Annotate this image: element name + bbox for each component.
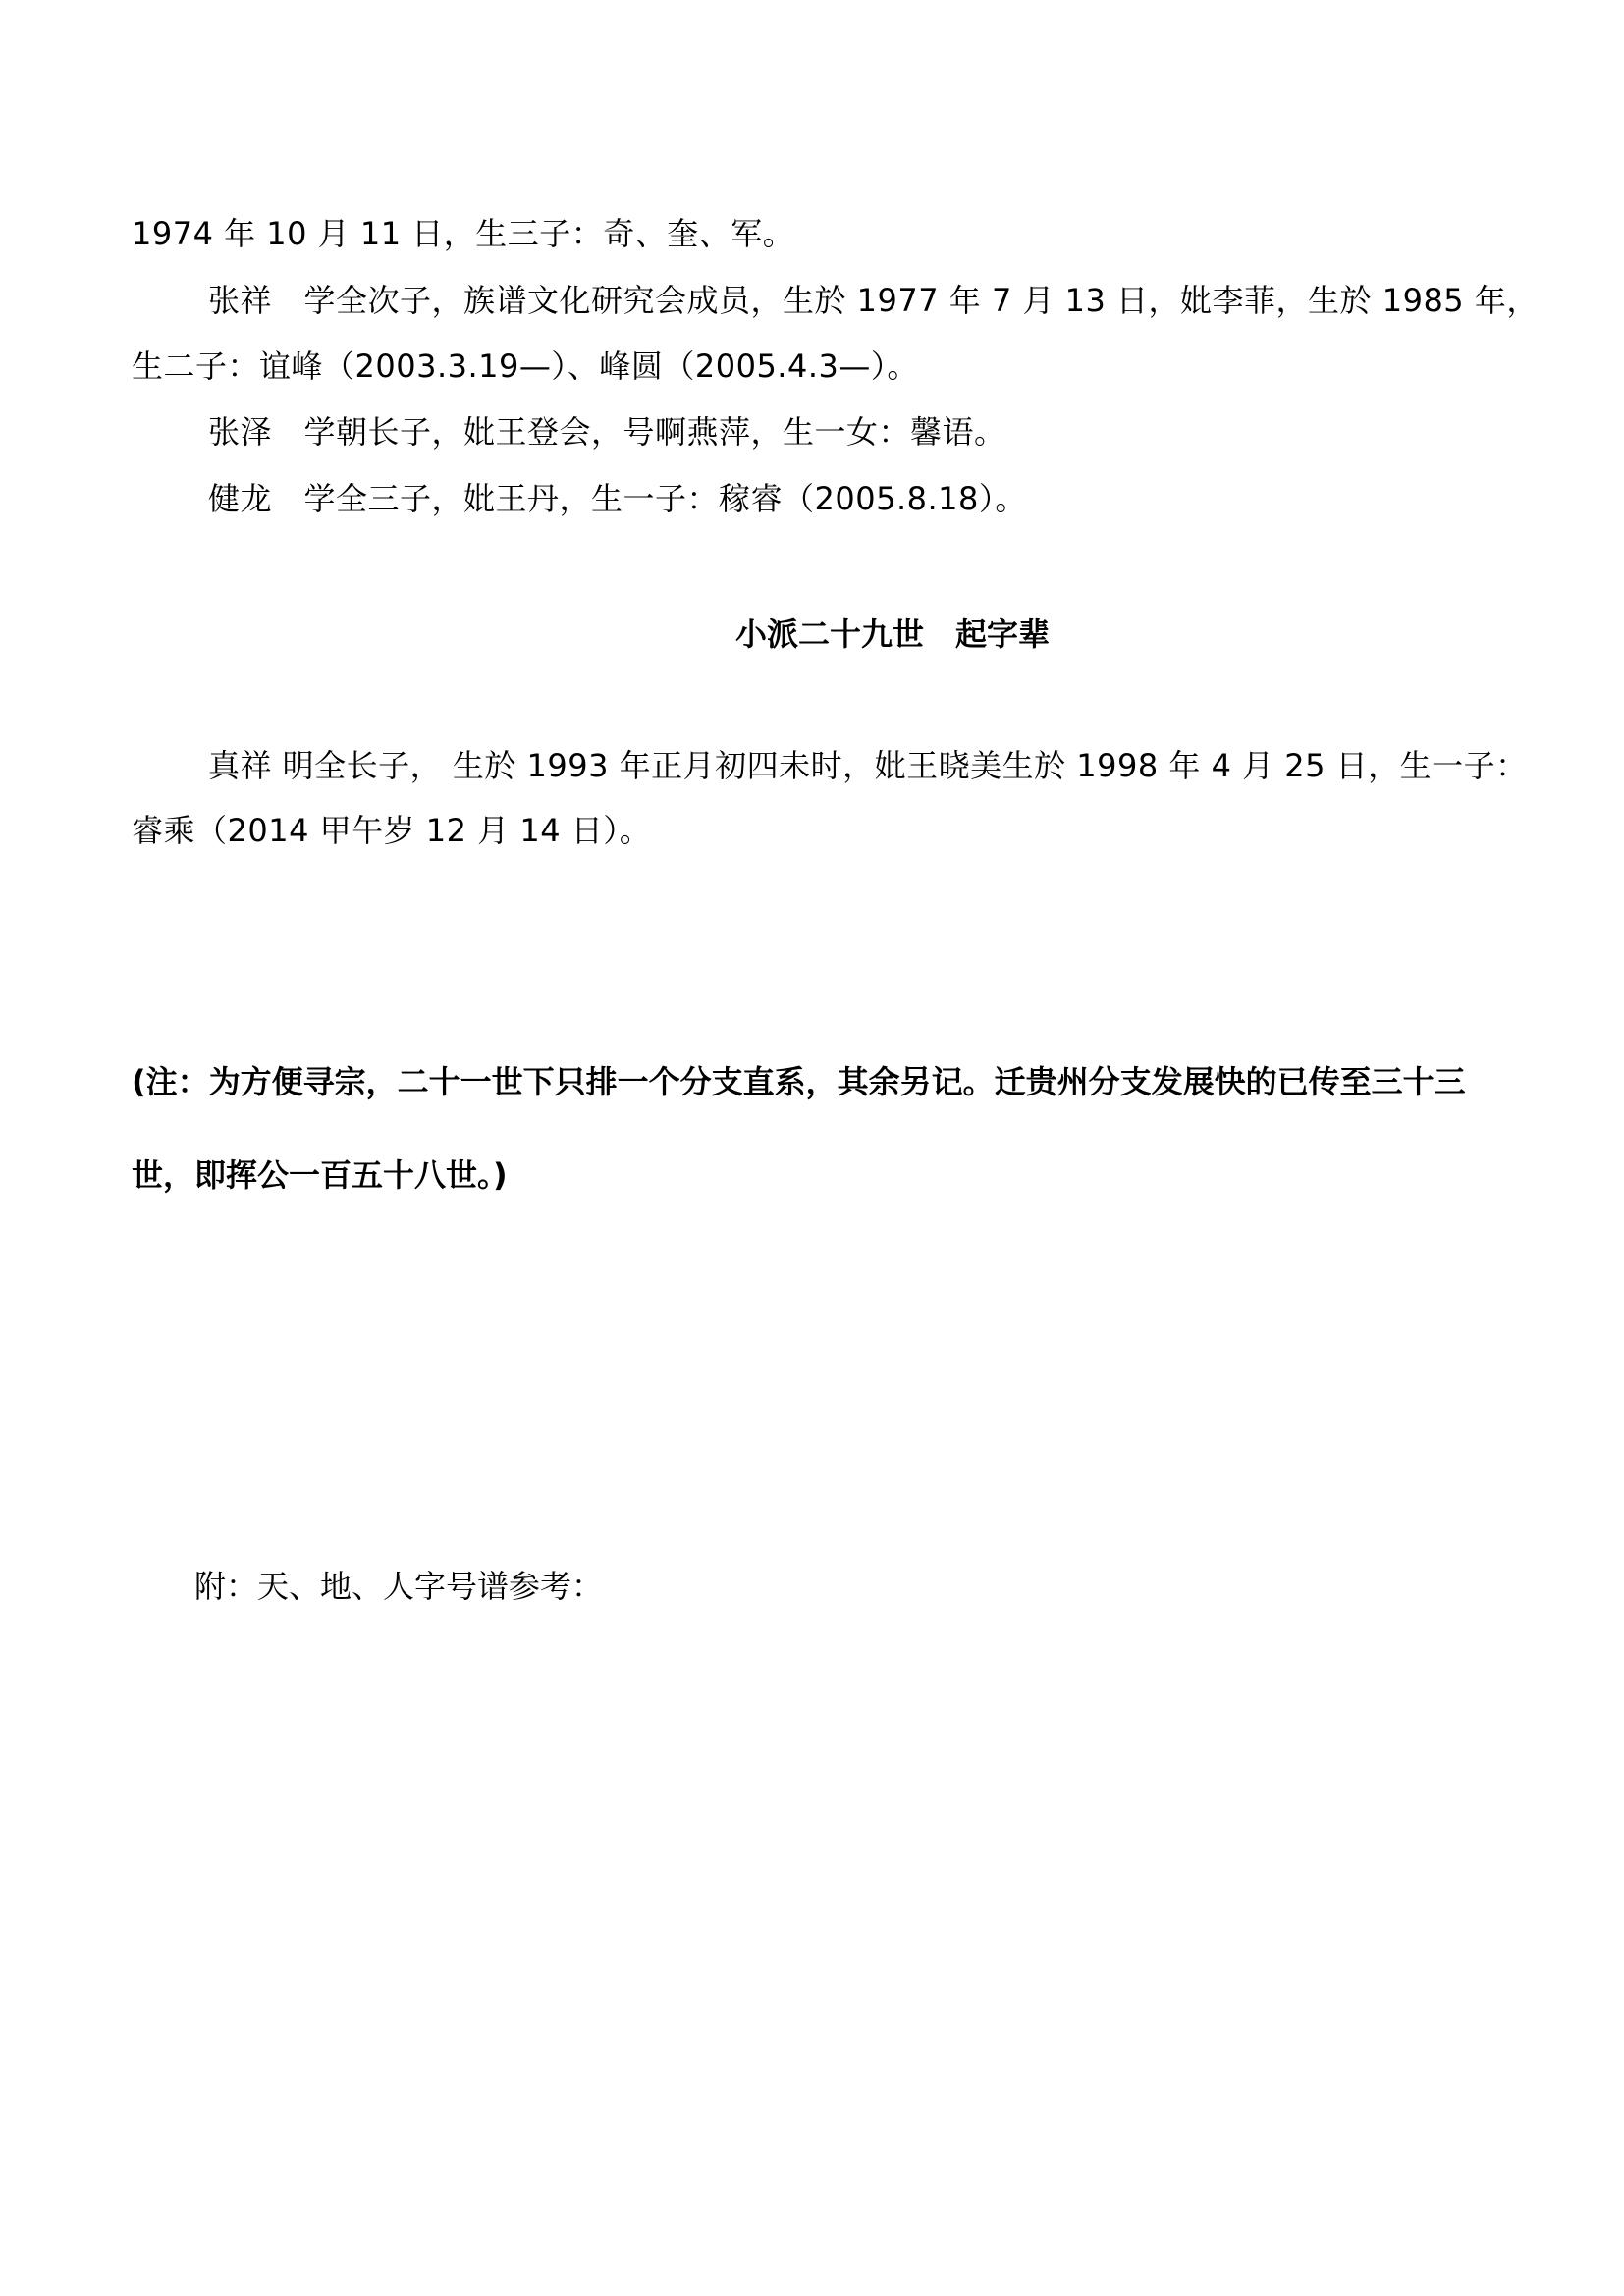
section-paragraph-line-2: 睿乘（2014 甲午岁 12 月 14 日）。 — [132, 812, 652, 849]
section-heading-text: 小派二十九世 起字辈 — [734, 615, 1050, 653]
paragraph-line-2: 张祥 学全次子，族谱文化研究会成员，生於 1977 年 7 月 13 日，妣李菲，生於 1985 年， — [208, 282, 1539, 319]
paragraph-line-3: 生二子：谊峰（2003.3.19—）、峰圆（2005.4.3—）。 — [132, 347, 919, 385]
note-line-2: 世，即挥公一百五十八世。) — [132, 1156, 508, 1194]
note-line-1: (注：为方便寻宗，二十一世下只排一个分支直系，其余另记。迁贵州分支发展快的已传至三十三 — [132, 1063, 1466, 1100]
section-paragraph-line-1: 真祥 明全长子， 生於 1993 年正月初四未时，妣王晓美生於 1998 年 4 月 25 日，生一子： — [208, 747, 1528, 784]
paragraph-line-5: 健龙 学全三子，妣王丹，生一子：稼睿（2005.8.18）。 — [208, 480, 1027, 517]
section-heading — [0, 614, 1624, 654]
paragraph-line-1: 1974 年 10 月 11 日，生三子：奇、奎、军。 — [132, 215, 795, 252]
attachment-line: 附：天、地、人字号谱参考： — [194, 1568, 604, 1605]
paragraph-line-4: 张泽 学朝长子，妣王登会，号啊燕萍，生一女：馨语。 — [208, 413, 1006, 451]
